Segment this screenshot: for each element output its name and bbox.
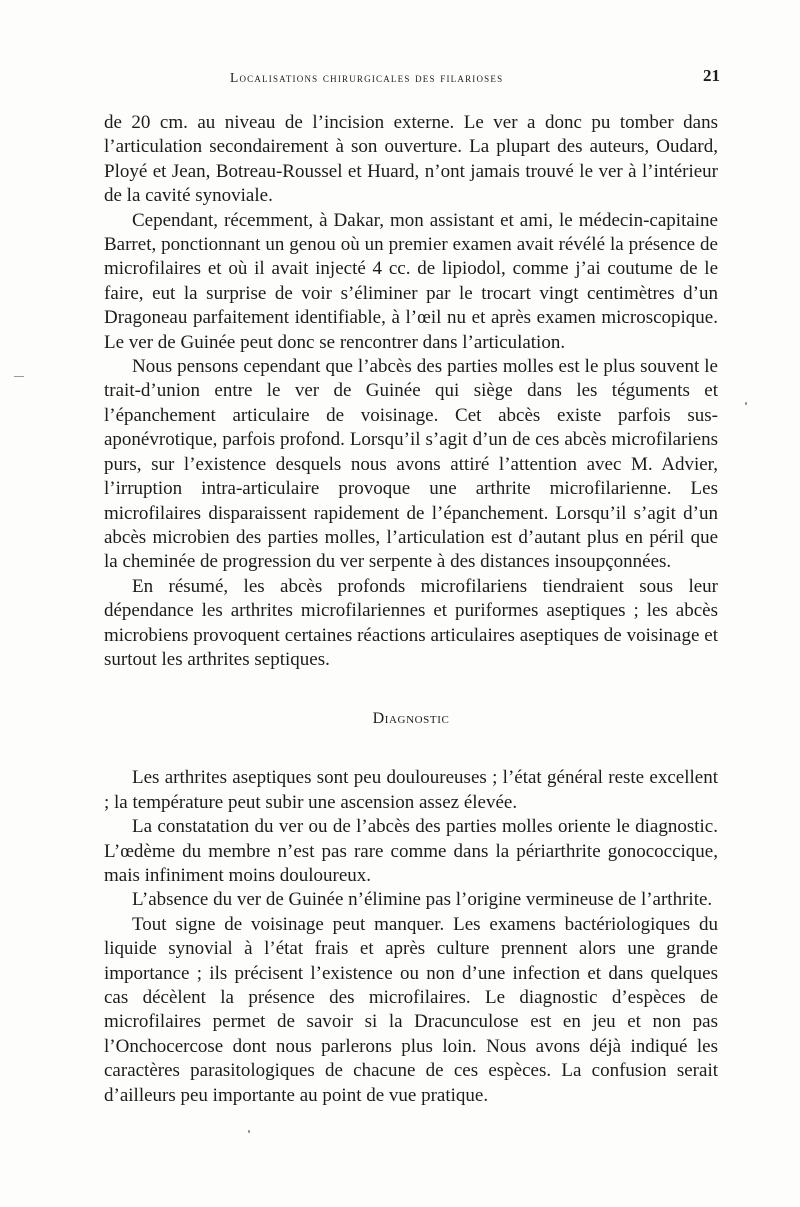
margin-mark [14, 376, 24, 377]
paragraph: Les arthrites aseptiques sont peu douloureuses ; l’état général reste excellent ; la température peut subir une ascension assez élevée. [104, 767, 718, 813]
paragraph: Cependant, récemment, à Dakar, mon assistant et ami, le médecin-capitaine Barret, ponctionnant un genou où un premier examen avait révélé la présence de microfilaires et où il avait injecté 4 cc. de lipiodol, comme j’ai coutume de le faire, eut la surprise de voir s’éliminer par le trocart vingt centimètres d’un Dragoneau parfaitement identifiable, à l’œil nu et après examen microscopique. Le ver de Guinée peut donc se rencontrer dans l’articulation. [104, 209, 718, 353]
running-header [104, 66, 720, 90]
paragraph: de 20 cm. au niveau de l’incision externe. Le ver a donc pu tomber dans l’articulation secondairement à son ouverture. La plupart des auteurs, Oudard, Ployé et Jean, Botreau-Roussel et Huard, n’ont jamais trouvé le ver à l’intérieur de la cavité synoviale. [104, 112, 718, 207]
paragraph: Tout signe de voisinage peut manquer. Les examens bactériologiques du liquide synovial à l’état frais et après culture prennent alors une grande importance ; ils précisent l’existence ou non d’une infection et dans quelques cas décèlent la présence des microfilaires. Le diagnostic d’espèces de microfilaires permet de savoir si la Dracunculose est en jeu et non pas l’Onchocercose dont nous parlerons plus loin. Nous avons déjà indiqué les caractères parasitologiques de chacune de ces espèces. La confusion serait d’ailleurs peu importante au point de vue pratique. [104, 913, 718, 1106]
page-number: 21 [703, 66, 720, 85]
scan-speck [248, 1130, 250, 1133]
scan-speck [745, 402, 747, 405]
paragraph: L’absence du ver de Guinée n’élimine pas l’origine vermineuse de l’arthrite. [132, 889, 713, 911]
running-title: Localisations chirurgicales des filarioses [230, 70, 504, 85]
section-heading: Diagnostic [372, 710, 450, 728]
paragraph: La constatation du ver ou de l’abcès des parties molles oriente le diagnostic. L’œdème du membre n’est pas rare comme dans la périarthrite gonococcique, mais infiniment moins douloureux. [104, 816, 718, 886]
body-text [104, 111, 718, 1108]
paragraph: Nous pensons cependant que l’abcès des parties molles est le plus souvent le trait-d’union entre le ver de Guinée qui siège dans les téguments et l’épanchement articulaire de voisinage. Cet abcès existe parfois sus-aponévrotique, parfois profond. Lorsqu’il s’agit d’un de ces abcès microfilariens purs, sur l’existence desquels nous avons attiré l’attention avec M. Advier, l’irruption intra-articulaire provoque une arthrite microfilarienne. Les microfilaires disparaissent rapidement de l’épanchement. Lorsqu’il s’agit d’un abcès microbien des parties molles, l’articulation est d’autant plus en péril que la cheminée de progression du ver serpente à des distances insoupçonnées. [104, 356, 718, 573]
paragraph: En résumé, les abcès profonds microfilariens tiendraient sous leur dépendance les arthrites microfilariennes et puriformes aseptiques ; les abcès microbiens provoquent certaines réactions articulaires aseptiques de voisinage et surtout les arthrites septiques. [104, 575, 718, 670]
